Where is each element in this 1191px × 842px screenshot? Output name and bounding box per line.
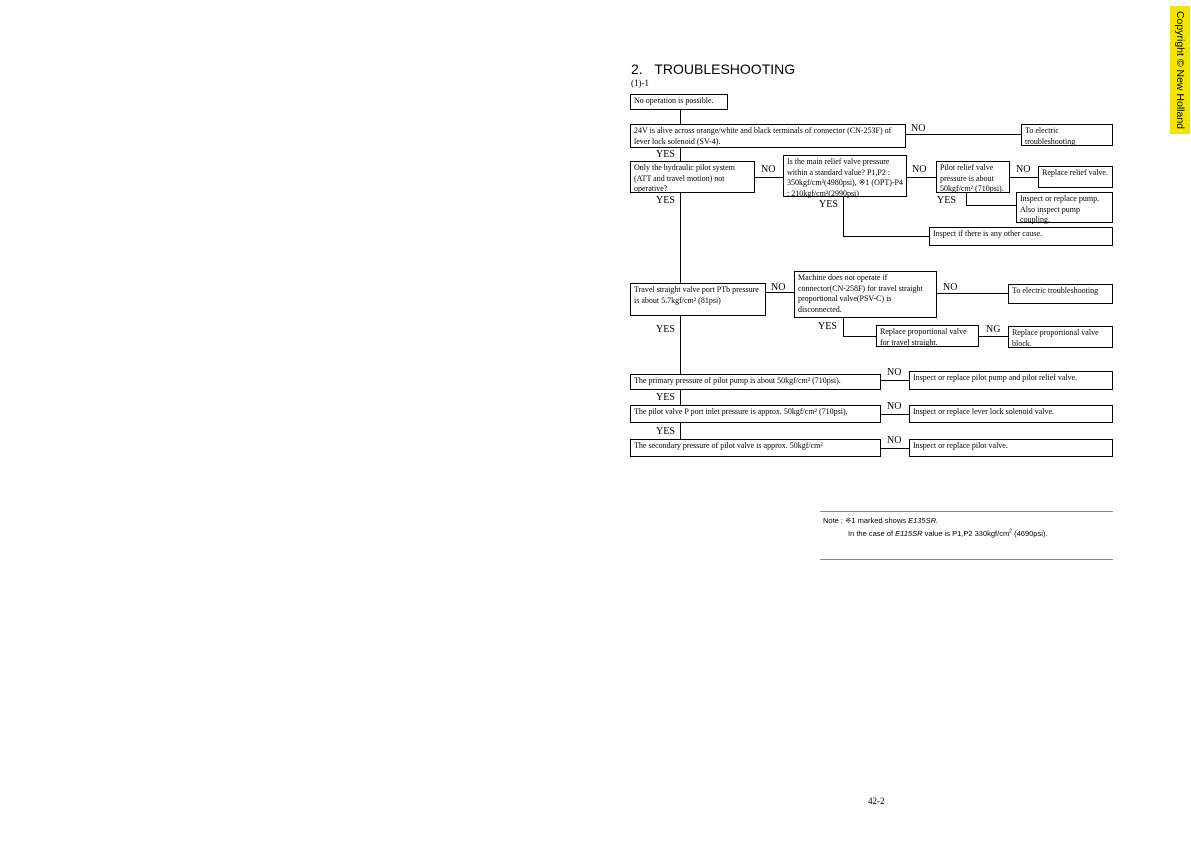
label-ng: NG [986,324,1001,335]
box-replace-proportional-valve: Replace proportional valve for travel straight. [876,325,979,347]
label-yes: YES [656,392,675,403]
connector-line [843,318,844,336]
note-line-1-prefix: Note ; ※1 marked shows [823,516,909,525]
box-inspect-pump: Inspect or replace pump. Also inspect pump coupling. [1016,192,1113,223]
connector-line [680,389,681,405]
box-to-electric-troubleshooting-2: To electric troubleshooting [1008,284,1113,304]
label-no: NO [887,401,902,412]
label-no: NO [911,123,926,134]
note-line-1 [823,516,938,525]
note-line-2 [848,529,1047,538]
connector-line [966,205,1016,206]
connector-line [680,316,681,374]
connector-line [979,336,1008,337]
box-inspect-lever-lock-valve: Inspect or replace lever lock solenoid valve. [909,405,1113,423]
box-replace-relief-valve: Replace relief valve. [1038,166,1113,188]
box-replace-proportional-valve-block: Replace proportional valve block. [1008,326,1113,348]
note-model-e135sr: E135SR. [908,516,939,525]
note-model-e115sr: E115SR [895,529,923,538]
connector-line [755,177,783,178]
label-no: NO [761,164,776,175]
label-no: NO [1016,164,1031,175]
box-primary-pressure-check: The primary pressure of pilot pump is about 50kgf/cm² (710psi). [630,374,881,390]
connector-line [843,336,876,337]
box-travel-straight-port: Travel straight valve port PTb pressure is about 5.7kgf/cm² (81psi) [630,283,766,316]
box-secondary-pressure-check: The secondary pressure of pilot valve is approx. 50kgf/cm² [630,439,881,457]
section-subtitle: (1)-1 [631,78,649,88]
label-yes: YES [937,195,956,206]
connector-line [680,147,681,161]
connector-line [906,177,936,178]
label-yes: YES [656,426,675,437]
note-line-2-prefix: In the case of [848,529,896,538]
label-no: NO [943,282,958,293]
connector-line [906,134,1021,135]
note-superscript: 2 [1009,528,1013,535]
box-pilot-valve-inlet-check: The pilot valve P port inlet pressure is approx. 50kgf/cm² (710psi). [630,405,881,423]
note-rule-bottom [820,559,1113,560]
page-title: 2. TROUBLESHOOTING [631,61,796,77]
box-24v-check: 24V is alive across orange/white and black terminals of connector (CN-253F) of lever lock solenoid (SV-4). [630,124,906,148]
note-line-2-suffix: (4690psi). [1012,529,1048,538]
note-rule-top [820,511,1113,512]
connector-line [881,380,909,381]
box-inspect-pilot-pump: Inspect or replace pilot pump and pilot relief valve. [909,371,1113,390]
box-pilot-relief-check: Pilot relief valve pressure is about 50kgf/cm² (710psi). [936,161,1010,193]
box-to-electric-troubleshooting-1: To electric troubleshooting [1021,124,1113,146]
label-no: NO [771,282,786,293]
label-yes: YES [656,195,675,206]
box-no-operation: No operation is possible. [630,94,728,110]
connector-line [1010,177,1038,178]
label-yes: YES [819,199,838,210]
label-yes: YES [818,321,837,332]
label-no: NO [912,164,927,175]
note-line-2-value: value is P1,P2 330kgf/cm [922,529,1010,538]
connector-line [680,109,681,124]
connector-line [680,423,681,439]
label-no: NO [887,435,902,446]
box-inspect-pilot-valve: Inspect or replace pilot valve. [909,439,1113,457]
box-inspect-other-cause: Inspect if there is any other cause. [929,227,1113,246]
connector-line [937,293,1008,294]
connector-line [843,236,929,237]
box-only-pilot-system: Only the hydraulic pilot system (ATT and travel motion) not operative? [630,161,755,193]
page-number: 42-2 [868,796,885,806]
label-no: NO [887,367,902,378]
connector-line [881,414,909,415]
box-main-relief-check: Is the main relief valve pressure within a standard value? P1,P2 : 350kgf/cm²(4980psi), ※1 (OPT)-P4 : 210kgf/cm²(2990psi) [783,155,907,197]
box-connector-disconnect-check: Machine does not operate if connector(CN-258F) for travel straight proportional valve(PSV-C) is disconnected. [794,271,937,318]
copyright-banner [1170,6,1190,134]
connector-line [843,196,844,236]
copyright-text: Copyright © New Holland [1174,10,1186,130]
label-yes: YES [656,149,675,160]
connector-line [881,448,909,449]
connector-line [680,192,681,283]
label-yes: YES [656,324,675,335]
